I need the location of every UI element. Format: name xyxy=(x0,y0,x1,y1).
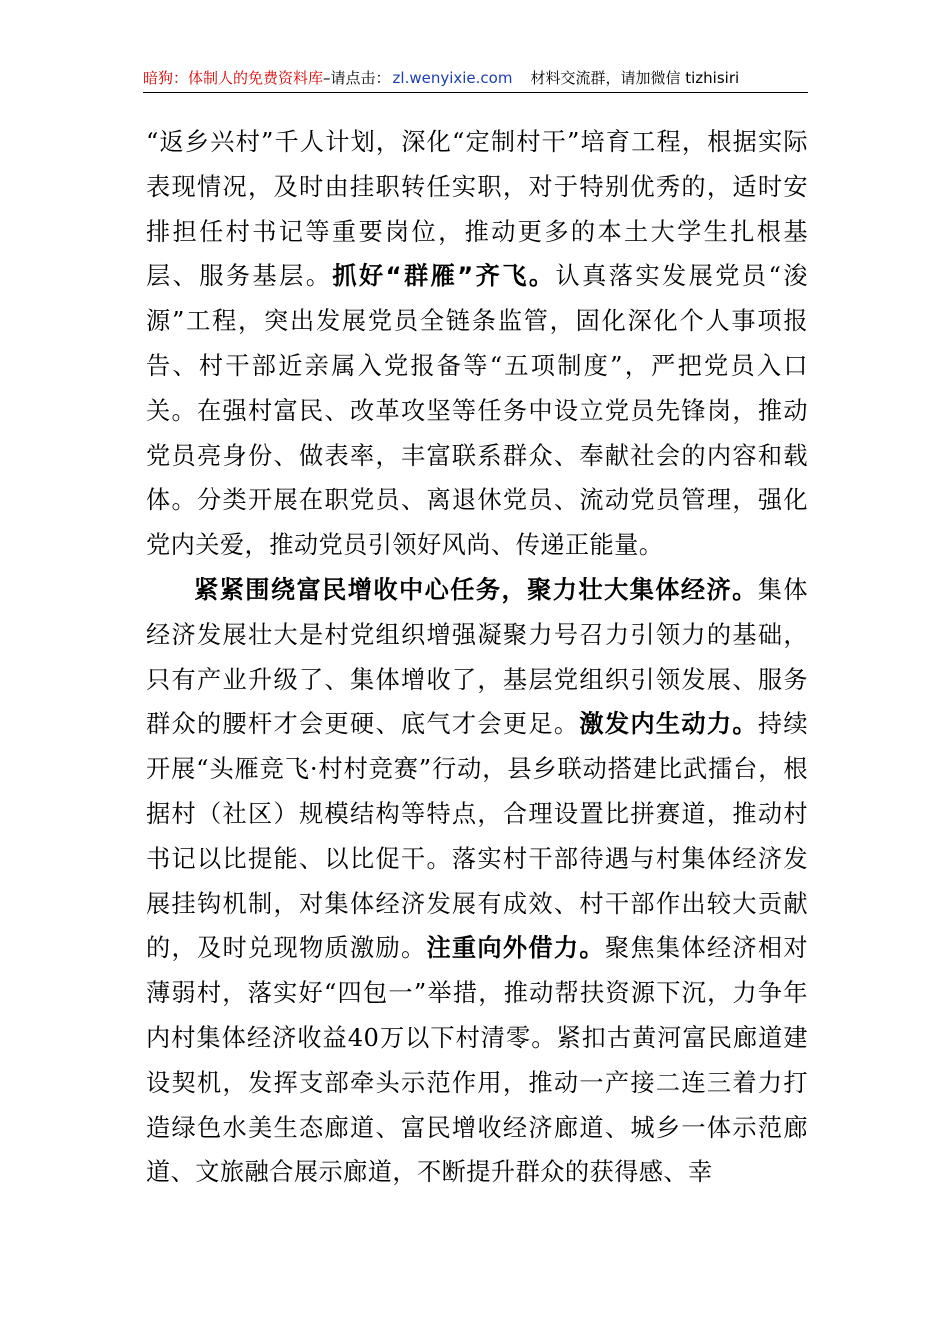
header-promo: 暗狗：体制人的免费资料库 xyxy=(143,69,324,87)
paragraph-1-heading-1: 抓好“群雁”齐飞。 xyxy=(332,262,556,291)
paragraph-2-text-3: 聚焦集体经济相对薄弱村，落实好“四包一”举措，推动帮扶资源下沉，力争年内村集体经济收益40万以下村清零。紧扣古黄河富民廊道建设契机，发挥支部牵头示范作用，推动一产接二连三着力打造绿色水美生态廊道、富民增收经济廊道、城乡一体示范廊道、文旅融合展示廊道，不断提升群众的获得感、幸 xyxy=(146,934,809,1187)
paragraph-2-heading-2: 激发内生动力。 xyxy=(579,710,758,739)
paragraph-2-text-1: 集体经济发展壮大是村党组织增强凝聚力号召力引领力的基础，只有产业升级了、集体增收了，基层党组织引领发展、服务群众的腰杆才会更硬、底气才会更足。 xyxy=(146,575,808,739)
header-click-label: –请点击： xyxy=(323,69,391,87)
paragraph-2 xyxy=(146,568,808,1195)
paragraph-1-text-2: 认真落实发展党员“浚源”工程，突出发展党员全链条监管，固化深化个人事项报告、村干部近亲属入党报备等“五项制度”，严把党员入口关。在强村富民、改革攻坚等任务中设立党员先锋岗，推动党员亮身份、做表率，丰富联系群众、奉献社会的内容和载体。分类开展在职党员、离退休党员、流动党员管理，强化党内关爱，推动党员引领好风尚、传递正能量。 xyxy=(146,262,809,560)
header-group-info: 材料交流群，请加微信 tizhisiri xyxy=(530,69,740,87)
paragraph-2-text-2: 持续开展“头雁竞飞·村村竞赛”行动，县乡联动搭建比武擂台，根据村（社区）规模结构等特点，合理设置比拼赛道，推动村书记以比提能、以比促干。落实村干部待遇与村集体经济发展挂钩机制，对集体经济发展有成效、村干部作出较大贡献的，及时兑现物质激励。 xyxy=(146,710,809,963)
paragraph-2-heading-1: 紧紧围绕富民增收中心任务，聚力壮大集体经济。 xyxy=(194,575,758,604)
header-link[interactable]: zl.wenyixie.com xyxy=(392,69,513,87)
paragraph-2-heading-3: 注重向外借力。 xyxy=(426,934,605,963)
document-body xyxy=(146,120,808,1195)
paragraph-1-text-1: “返乡兴村”千人计划，深化“定制村干”培育工程，根据实际表现情况，及时由挂职转任实职，对于特别优秀的，适时安排担任村书记等重要岗位，推动更多的本土大学生扎根基层、服务基层。 xyxy=(146,128,808,291)
page-header xyxy=(143,64,808,93)
paragraph-1 xyxy=(146,120,808,568)
